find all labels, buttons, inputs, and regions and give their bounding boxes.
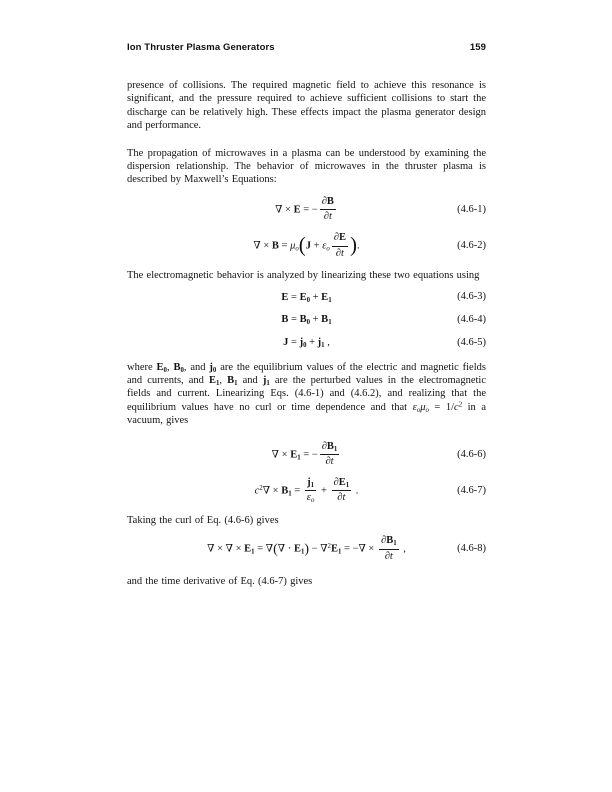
- equation-4-6-3-label: (4.6-3): [457, 291, 486, 303]
- equation-4-6-3-body: $E = E_0 + E_1$: [281, 291, 332, 304]
- equation-4-6-7-body: $c^2\nabla \times B_1$ = $\frac{j_1}{\varepsilon_o}$ + $\frac{\partial E_1}{\partial t}$ .: [254, 476, 359, 505]
- equation-4-6-8: [127, 535, 486, 563]
- equation-4-6-5-body: $J = j_0 + j_1$ ,: [283, 336, 330, 350]
- paragraph-taking-curl: Taking the curl of Eq. (4.6-6) gives: [127, 514, 279, 526]
- fraction: $\frac{\partial B_1}{\partial t}$: [321, 440, 338, 468]
- equation-4-6-1-label: (4.6-1): [457, 203, 486, 215]
- equation-4-6-2: [127, 232, 486, 260]
- page-number: 159: [469, 42, 486, 53]
- equation-4-6-5: [127, 336, 486, 350]
- equation-4-6-3: [127, 291, 486, 305]
- paren: ): [349, 232, 357, 257]
- fraction: $\frac{\partial E_1}{\partial t}$: [333, 476, 350, 504]
- fraction: $\frac{j_1}{\varepsilon_o}$: [306, 476, 315, 505]
- equation-4-6-1: [127, 196, 486, 224]
- equation-4-6-1-body: ∇ × E = − $\frac{\partial B}{\partial t}$: [275, 195, 334, 223]
- equation-4-6-7: [127, 477, 486, 505]
- fraction: $\frac{\partial E}{\partial t}$: [333, 232, 346, 259]
- paren: (: [273, 542, 278, 558]
- equation-4-6-2-body: ∇ × $B = \mu_o(J + \varepsilon_o$ $\frac{\partial E}{\partial t}$ ).: [253, 232, 360, 259]
- paragraph-where-equilibrium: where $E_0$, $B_0$, and $j_0$ are the equilibrium values of the electric and magnetic fields and currents, and $E_1$, $B_1$ and $j_1$ are the perturbed values in the electromagnetic fields and current. Linearizing Eqs. (4.6-1) and (4.6.2), and realizing that the equilibrium values have no curl or time dependence and that $\varepsilon_o\mu_o = 1/c^2$ in a vacuum, gives: [127, 361, 486, 427]
- equation-4-6-4-label: (4.6-4): [457, 313, 486, 325]
- running-header: [127, 42, 486, 53]
- equation-4-6-8-label: (4.6-8): [457, 543, 486, 555]
- paragraph-collisions: presence of collisions. The required magnetic field to achieve this resonance is significant, and the pressure required to achieve sufficient collisions to start the discharge can be relatively high. These effects impact the plasma generator design and performance.: [127, 80, 486, 132]
- equation-4-6-6-label: (4.6-6): [457, 448, 486, 460]
- equation-4-6-5-label: (4.6-5): [457, 336, 486, 348]
- equation-4-6-7-label: (4.6-7): [457, 484, 486, 496]
- equation-4-6-4-body: $B = B_0 + B_1$: [281, 314, 332, 327]
- fraction: $\frac{\partial B_1}{\partial t}$: [380, 535, 397, 562]
- equation-4-6-4: [127, 313, 486, 327]
- paragraph-microwave-propagation: The propagation of microwaves in a plasma can be understood by examining the dispersion relationship. The behavior of microwaves in the thruster plasma is described by Maxwell’s Equations:: [127, 147, 486, 186]
- paragraph-linearizing: The electromagnetic behavior is analyzed by linearizing these two equations using: [127, 270, 480, 282]
- equation-4-6-6-body: ∇ × $E_1$ = − $\frac{\partial B_1}{\partial t}$: [271, 440, 338, 468]
- equation-4-6-6: [127, 441, 486, 469]
- paren: ): [304, 542, 310, 558]
- running-header-title: Ion Thruster Plasma Generators: [127, 42, 275, 53]
- equation-4-6-8-body: ∇ × ∇ × $E_1$ = ∇(∇ ⋅ $E_1) - \nabla^2E_1$ = −∇ × $\frac{\partial B_1}{\partial t}$ ,: [207, 535, 406, 562]
- fraction: $\frac{\partial B}{\partial t}$: [321, 195, 334, 223]
- equation-4-6-2-label: (4.6-2): [457, 239, 486, 251]
- paragraph-time-derivative: and the time derivative of Eq. (4.6-7) gives: [127, 575, 313, 587]
- paren: (: [298, 232, 306, 257]
